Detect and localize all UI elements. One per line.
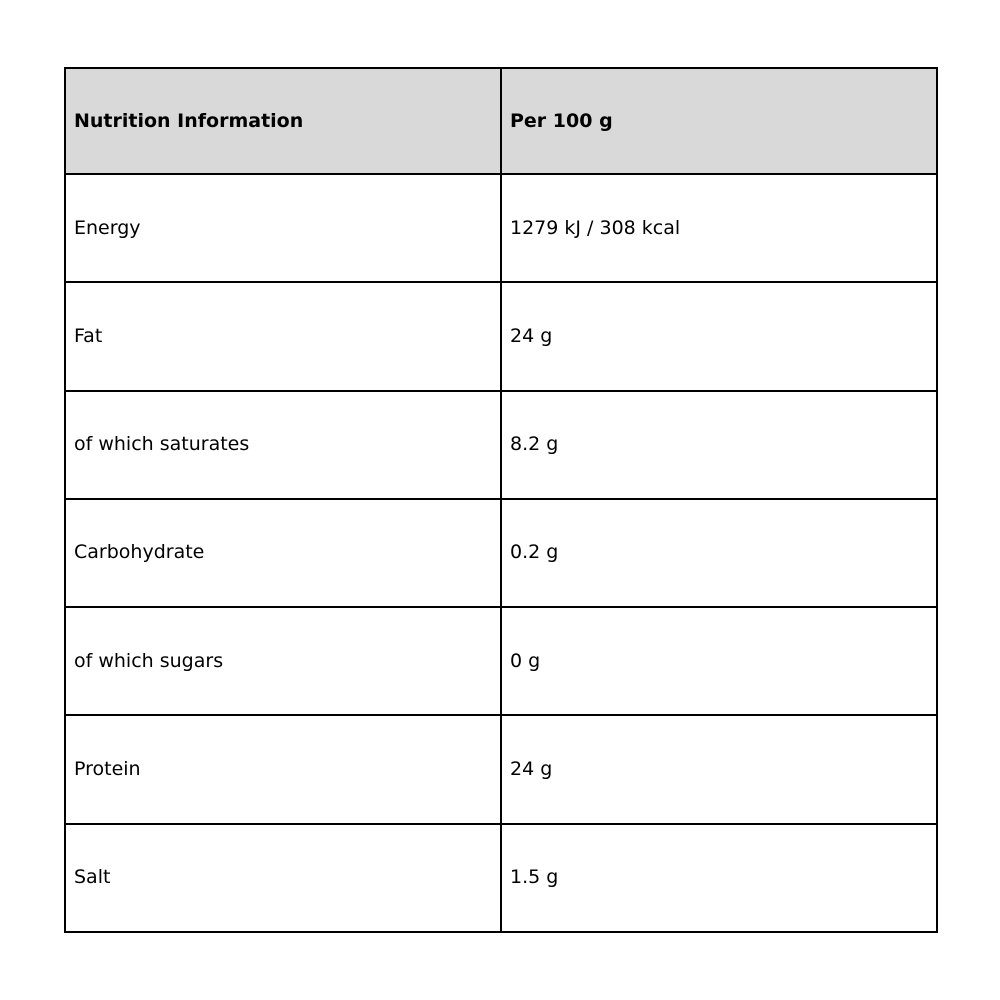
row-value: 1279 kJ / 308 kcal (501, 174, 937, 282)
row-value: 24 g (501, 282, 937, 390)
row-value: 1.5 g (501, 824, 937, 932)
row-value: 24 g (501, 715, 937, 823)
row-value: 0.2 g (501, 499, 937, 607)
table-row-carbohydrate (65, 499, 937, 607)
table-row-energy (65, 174, 937, 282)
row-label: of which saturates (65, 391, 501, 499)
row-label: of which sugars (65, 607, 501, 715)
row-label: Fat (65, 282, 501, 390)
row-label: Protein (65, 715, 501, 823)
nutrition-table (64, 67, 938, 933)
table-row-protein (65, 715, 937, 823)
table-row-salt (65, 824, 937, 932)
table-body (65, 174, 937, 932)
row-value: 8.2 g (501, 391, 937, 499)
table-row-sugars (65, 607, 937, 715)
table-header (65, 68, 937, 174)
row-value: 0 g (501, 607, 937, 715)
header-row (65, 68, 937, 174)
header-per-100g: Per 100 g (501, 68, 937, 174)
row-label: Carbohydrate (65, 499, 501, 607)
row-label: Energy (65, 174, 501, 282)
table-row-fat (65, 282, 937, 390)
table-row-saturates (65, 391, 937, 499)
header-nutrition-information: Nutrition Information (65, 68, 501, 174)
row-label: Salt (65, 824, 501, 932)
